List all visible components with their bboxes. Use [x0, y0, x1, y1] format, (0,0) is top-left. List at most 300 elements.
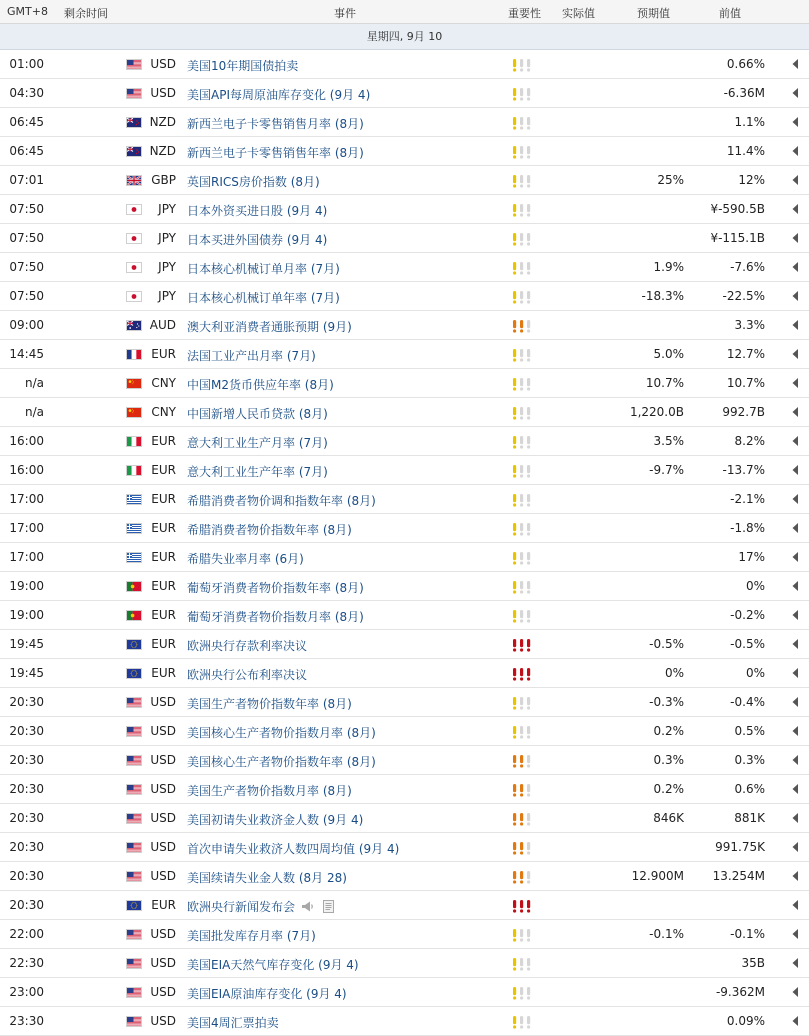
event-time: 19:00 — [9, 579, 44, 593]
currency-code: EUR — [151, 550, 176, 564]
event-link[interactable]: 意大利工业生产年率 (7月) — [187, 465, 328, 479]
previous-value: -2.1% — [730, 492, 765, 506]
flag-gb-icon — [126, 175, 142, 186]
previous-value: 0.6% — [734, 782, 765, 796]
event-link[interactable]: 日本买进外国债券 (9月 4) — [187, 233, 328, 247]
currency-code: EUR — [151, 579, 176, 593]
flag-au-icon — [126, 320, 142, 331]
expand-arrow-icon[interactable] — [791, 609, 799, 621]
event-row[interactable] — [0, 340, 809, 369]
importance-bull-icon — [511, 986, 535, 1000]
event-link[interactable]: 美国核心生产者物价指数年率 (8月) — [187, 755, 376, 769]
event-time: 22:00 — [9, 927, 44, 941]
forecast-value: -0.1% — [649, 927, 684, 941]
event-link[interactable]: 美国EIA原油库存变化 (9月 4) — [187, 987, 347, 1001]
currency-code: USD — [150, 86, 176, 100]
event-time: 16:00 — [9, 434, 44, 448]
event-link[interactable]: 意大利工业生产月率 (7月) — [187, 436, 328, 450]
event-link[interactable]: 希腊失业率月率 (6月) — [187, 552, 304, 566]
previous-value: -7.6% — [730, 260, 765, 274]
forecast-value: -0.3% — [649, 695, 684, 709]
flag-jp-icon — [126, 262, 142, 273]
event-time: 17:00 — [9, 550, 44, 564]
event-row[interactable] — [0, 891, 809, 920]
currency-code: USD — [150, 1014, 176, 1028]
expand-arrow-icon[interactable] — [791, 754, 799, 766]
event-time: n/a — [24, 405, 44, 419]
event-row[interactable] — [0, 108, 809, 137]
event-link[interactable]: 欧洲央行新闻发布会 — [187, 898, 335, 916]
importance-bull-icon — [511, 1015, 535, 1029]
event-time: 20:30 — [9, 811, 44, 825]
importance-bull-icon — [511, 928, 535, 942]
importance-bull-icon — [511, 87, 535, 101]
currency-code: NZD — [149, 115, 176, 129]
event-link[interactable]: 美国4周汇票拍卖 — [187, 1016, 279, 1030]
event-time: 20:30 — [9, 695, 44, 709]
event-row[interactable] — [0, 1007, 809, 1036]
event-row[interactable] — [0, 137, 809, 166]
event-link[interactable]: 日本核心机械订单月率 (7月) — [187, 262, 340, 276]
currency-code: EUR — [151, 637, 176, 651]
expand-arrow-icon[interactable] — [791, 667, 799, 679]
currency-code: AUD — [149, 318, 176, 332]
event-link[interactable]: 英国RICS房价指数 (8月) — [187, 175, 320, 189]
event-row[interactable] — [0, 920, 809, 949]
event-link[interactable]: 首次申请失业救济人数四周均值 (9月 4) — [187, 842, 400, 856]
previous-value: 12% — [738, 173, 765, 187]
expand-arrow-icon[interactable] — [791, 522, 799, 534]
flag-us-icon — [126, 813, 142, 824]
importance-bull-icon — [511, 812, 535, 826]
expand-arrow-icon[interactable] — [791, 319, 799, 331]
flag-us-icon — [126, 784, 142, 795]
event-time: 17:00 — [9, 521, 44, 535]
importance-bull-icon — [511, 261, 535, 275]
flag-us-icon — [126, 697, 142, 708]
expand-arrow-icon[interactable] — [791, 812, 799, 824]
currency-code: EUR — [151, 608, 176, 622]
importance-bull-icon — [511, 841, 535, 855]
event-link[interactable]: 法国工业产出月率 (7月) — [187, 349, 316, 363]
event-row[interactable] — [0, 485, 809, 514]
event-row[interactable] — [0, 398, 809, 427]
importance-header: 重要性 — [508, 7, 541, 20]
event-row[interactable] — [0, 50, 809, 79]
expand-arrow-icon[interactable] — [791, 58, 799, 70]
previous-value: -9.362M — [715, 985, 765, 999]
previous-value: 992.7B — [722, 405, 765, 419]
event-link[interactable]: 美国核心生产者物价指数月率 (8月) — [187, 726, 376, 740]
event-link[interactable]: 美国生产者物价指数月率 (8月) — [187, 784, 352, 798]
event-time: 19:45 — [9, 666, 44, 680]
expand-arrow-icon[interactable] — [791, 841, 799, 853]
event-time: 20:30 — [9, 840, 44, 854]
previous-value: 17% — [738, 550, 765, 564]
importance-bull-icon — [511, 348, 535, 362]
event-row[interactable] — [0, 543, 809, 572]
importance-bull-icon — [511, 899, 535, 913]
previous-value: ¥-115.1B — [710, 231, 765, 245]
forecast-value: 10.7% — [645, 376, 684, 390]
event-time: 07:01 — [9, 173, 44, 187]
event-time: 07:50 — [9, 260, 44, 274]
importance-bull-icon — [511, 435, 535, 449]
importance-bull-icon — [511, 406, 535, 420]
importance-bull-icon — [511, 174, 535, 188]
expand-arrow-icon[interactable] — [791, 261, 799, 273]
currency-code: JPY — [158, 289, 176, 303]
forecast-value: 1,220.0B — [629, 405, 684, 419]
flag-nz-icon — [126, 117, 142, 128]
table-header — [0, 0, 809, 24]
remaining-time-header: 剩余时间 — [64, 7, 108, 20]
expand-arrow-icon[interactable] — [791, 435, 799, 447]
previous-value: 0.09% — [726, 1014, 765, 1028]
importance-bull-icon — [511, 522, 535, 536]
currency-code: EUR — [151, 492, 176, 506]
event-time: 16:00 — [9, 463, 44, 477]
flag-us-icon — [126, 987, 142, 998]
expand-arrow-icon[interactable] — [791, 1015, 799, 1027]
event-time: 07:50 — [9, 202, 44, 216]
flag-us-icon — [126, 929, 142, 940]
expand-arrow-icon[interactable] — [791, 870, 799, 882]
previous-value: 10.7% — [726, 376, 765, 390]
forecast-header: 预期值 — [637, 7, 670, 20]
currency-code: EUR — [151, 521, 176, 535]
flag-gr-icon — [126, 494, 142, 505]
event-row[interactable] — [0, 572, 809, 601]
speaker-icon[interactable] — [301, 900, 316, 916]
importance-bull-icon — [511, 638, 535, 652]
flag-jp-icon — [126, 291, 142, 302]
previous-value: -22.5% — [722, 289, 765, 303]
flag-us-icon — [126, 726, 142, 737]
event-time: 23:30 — [9, 1014, 44, 1028]
currency-code: USD — [150, 869, 176, 883]
event-row[interactable] — [0, 195, 809, 224]
flag-eu-icon — [126, 900, 142, 911]
previous-value: 0.3% — [734, 753, 765, 767]
event-row[interactable] — [0, 427, 809, 456]
currency-code: CNY — [151, 376, 176, 390]
forecast-value: 0.2% — [653, 724, 684, 738]
importance-bull-icon — [511, 725, 535, 739]
flag-it-icon — [126, 465, 142, 476]
event-link[interactable]: 新西兰电子卡零售销售年率 (8月) — [187, 146, 364, 160]
previous-value: 0.66% — [726, 57, 765, 71]
currency-code: EUR — [151, 666, 176, 680]
event-time: 17:00 — [9, 492, 44, 506]
flag-gr-icon — [126, 523, 142, 534]
event-row[interactable] — [0, 369, 809, 398]
actual-header: 实际值 — [562, 7, 595, 20]
currency-code: USD — [150, 927, 176, 941]
event-row[interactable] — [0, 224, 809, 253]
previous-value: ¥-590.5B — [710, 202, 765, 216]
flag-us-icon — [126, 1016, 142, 1027]
previous-value: 35B — [741, 956, 765, 970]
event-link[interactable]: 美国API每周原油库存变化 (9月 4) — [187, 88, 371, 102]
event-row[interactable] — [0, 311, 809, 340]
previous-value: 881K — [734, 811, 765, 825]
expand-arrow-icon[interactable] — [791, 290, 799, 302]
importance-bull-icon — [511, 580, 535, 594]
flag-us-icon — [126, 59, 142, 70]
expand-arrow-icon[interactable] — [791, 145, 799, 157]
expand-arrow-icon[interactable] — [791, 783, 799, 795]
event-link[interactable]: 日本外资买进日股 (9月 4) — [187, 204, 328, 218]
previous-value: 991.75K — [715, 840, 765, 854]
importance-bull-icon — [511, 667, 535, 681]
event-link[interactable]: 美国10年期国债拍卖 — [187, 59, 299, 73]
document-icon[interactable] — [322, 900, 335, 916]
event-list — [0, 50, 809, 1036]
expand-arrow-icon[interactable] — [791, 406, 799, 418]
flag-jp-icon — [126, 233, 142, 244]
currency-code: USD — [150, 811, 176, 825]
previous-value: 0% — [745, 579, 765, 593]
event-row[interactable] — [0, 862, 809, 891]
event-row[interactable] — [0, 775, 809, 804]
event-time: 19:45 — [9, 637, 44, 651]
importance-bull-icon — [511, 319, 535, 333]
event-link[interactable]: 美国续请失业金人数 (8月 28) — [187, 871, 347, 885]
expand-arrow-icon[interactable] — [791, 232, 799, 244]
event-time: 14:45 — [9, 347, 44, 361]
previous-value: 11.4% — [726, 144, 765, 158]
forecast-value: 0.3% — [653, 753, 684, 767]
flag-gr-icon — [126, 552, 142, 563]
event-row[interactable] — [0, 659, 809, 688]
currency-code: GBP — [151, 173, 176, 187]
event-time: 22:30 — [9, 956, 44, 970]
event-header: 事件 — [334, 7, 356, 20]
importance-bull-icon — [511, 290, 535, 304]
forecast-value: -0.5% — [649, 637, 684, 651]
previous-value: 3.3% — [734, 318, 765, 332]
previous-value: 0% — [745, 666, 765, 680]
flag-us-icon — [126, 755, 142, 766]
previous-value: 1.1% — [734, 115, 765, 129]
expand-arrow-icon[interactable] — [791, 580, 799, 592]
importance-bull-icon — [511, 493, 535, 507]
currency-code: JPY — [158, 231, 176, 245]
previous-value: -0.5% — [730, 637, 765, 651]
previous-value: 8.2% — [734, 434, 765, 448]
flag-us-icon — [126, 842, 142, 853]
flag-us-icon — [126, 871, 142, 882]
forecast-value: 5.0% — [653, 347, 684, 361]
expand-arrow-icon[interactable] — [791, 116, 799, 128]
event-time: 20:30 — [9, 753, 44, 767]
event-row[interactable] — [0, 514, 809, 543]
importance-bull-icon — [511, 957, 535, 971]
event-row[interactable] — [0, 282, 809, 311]
importance-bull-icon — [511, 551, 535, 565]
timezone-header[interactable]: GMT+8 — [7, 5, 48, 18]
currency-code: USD — [150, 753, 176, 767]
importance-bull-icon — [511, 783, 535, 797]
previous-value: -0.1% — [730, 927, 765, 941]
importance-bull-icon — [511, 696, 535, 710]
currency-code: JPY — [158, 260, 176, 274]
event-time: 20:30 — [9, 869, 44, 883]
event-row[interactable] — [0, 804, 809, 833]
expand-arrow-icon[interactable] — [791, 899, 799, 911]
expand-arrow-icon[interactable] — [791, 87, 799, 99]
event-link[interactable]: 中国新增人民币贷款 (8月) — [187, 407, 328, 421]
expand-arrow-icon[interactable] — [791, 986, 799, 998]
importance-bull-icon — [511, 609, 535, 623]
event-time: n/a — [24, 376, 44, 390]
importance-bull-icon — [511, 377, 535, 391]
event-time: 20:30 — [9, 724, 44, 738]
currency-code: USD — [150, 57, 176, 71]
flag-us-icon — [126, 958, 142, 969]
importance-bull-icon — [511, 464, 535, 478]
flag-it-icon — [126, 436, 142, 447]
event-time: 01:00 — [9, 57, 44, 71]
flag-eu-icon — [126, 668, 142, 679]
previous-value: 13.254M — [712, 869, 765, 883]
event-time: 04:30 — [9, 86, 44, 100]
previous-value: -0.4% — [730, 695, 765, 709]
flag-pt-icon — [126, 610, 142, 621]
expand-arrow-icon[interactable] — [791, 348, 799, 360]
expand-arrow-icon[interactable] — [791, 377, 799, 389]
flag-us-icon — [126, 88, 142, 99]
flag-pt-icon — [126, 581, 142, 592]
currency-code: EUR — [151, 898, 176, 912]
forecast-value: 0% — [664, 666, 684, 680]
expand-arrow-icon[interactable] — [791, 696, 799, 708]
flag-jp-icon — [126, 204, 142, 215]
day-separator: 星期四, 9月 10 — [0, 24, 809, 50]
event-row[interactable] — [0, 688, 809, 717]
forecast-value: 12.900M — [631, 869, 684, 883]
previous-value: -13.7% — [722, 463, 765, 477]
event-link[interactable]: 欧洲央行存款利率决议 — [187, 639, 308, 653]
flag-cn-icon — [126, 407, 142, 418]
flag-fr-icon — [126, 349, 142, 360]
event-row[interactable] — [0, 746, 809, 775]
forecast-value: -9.7% — [649, 463, 684, 477]
event-row[interactable] — [0, 166, 809, 195]
event-time: 20:30 — [9, 898, 44, 912]
currency-code: USD — [150, 782, 176, 796]
previous-value: -0.2% — [730, 608, 765, 622]
expand-arrow-icon[interactable] — [791, 551, 799, 563]
importance-bull-icon — [511, 58, 535, 72]
event-link[interactable]: 美国生产者物价指数年率 (8月) — [187, 697, 352, 711]
event-time: 06:45 — [9, 115, 44, 129]
event-time: 07:50 — [9, 231, 44, 245]
event-time: 07:50 — [9, 289, 44, 303]
currency-code: EUR — [151, 463, 176, 477]
event-link[interactable]: 新西兰电子卡零售销售月率 (8月) — [187, 117, 364, 131]
event-row[interactable] — [0, 456, 809, 485]
flag-nz-icon — [126, 146, 142, 157]
forecast-value: 1.9% — [653, 260, 684, 274]
flag-cn-icon — [126, 378, 142, 389]
importance-bull-icon — [511, 754, 535, 768]
forecast-value: 846K — [653, 811, 684, 825]
event-link[interactable]: 美国EIA天然气库存变化 (9月 4) — [187, 958, 359, 972]
expand-arrow-icon[interactable] — [791, 725, 799, 737]
currency-code: USD — [150, 695, 176, 709]
event-row[interactable] — [0, 833, 809, 862]
currency-code: USD — [150, 840, 176, 854]
event-time: 19:00 — [9, 608, 44, 622]
expand-arrow-icon[interactable] — [791, 203, 799, 215]
event-link[interactable]: 欧洲央行公布利率决议 — [187, 668, 308, 682]
event-time: 23:00 — [9, 985, 44, 999]
importance-bull-icon — [511, 203, 535, 217]
event-link[interactable]: 美国批发库存月率 (7月) — [187, 929, 316, 943]
event-link[interactable]: 澳大利亚消费者通胀预期 (9月) — [187, 320, 352, 334]
expand-arrow-icon[interactable] — [791, 957, 799, 969]
currency-code: USD — [150, 724, 176, 738]
forecast-value: 0.2% — [653, 782, 684, 796]
flag-eu-icon — [126, 639, 142, 650]
previous-value: -1.8% — [730, 521, 765, 535]
currency-code: JPY — [158, 202, 176, 216]
previous-header: 前值 — [719, 7, 741, 20]
event-time: 09:00 — [9, 318, 44, 332]
event-link[interactable]: 希腊消费者物价调和指数年率 (8月) — [187, 494, 376, 508]
expand-arrow-icon[interactable] — [791, 464, 799, 476]
event-link[interactable]: 中国M2货币供应年率 (8月) — [187, 378, 334, 392]
event-link[interactable]: 希腊消费者物价指数年率 (8月) — [187, 523, 352, 537]
expand-arrow-icon[interactable] — [791, 493, 799, 505]
expand-arrow-icon[interactable] — [791, 174, 799, 186]
currency-code: CNY — [151, 405, 176, 419]
currency-code: EUR — [151, 347, 176, 361]
importance-bull-icon — [511, 870, 535, 884]
currency-code: USD — [150, 985, 176, 999]
currency-code: NZD — [149, 144, 176, 158]
currency-code: EUR — [151, 434, 176, 448]
currency-code: USD — [150, 956, 176, 970]
event-row[interactable] — [0, 949, 809, 978]
event-row[interactable] — [0, 630, 809, 659]
event-link[interactable]: 葡萄牙消费者物价指数月率 (8月) — [187, 610, 364, 624]
importance-bull-icon — [511, 232, 535, 246]
importance-bull-icon — [511, 116, 535, 130]
importance-bull-icon — [511, 145, 535, 159]
forecast-value: 25% — [657, 173, 684, 187]
event-row[interactable] — [0, 978, 809, 1007]
event-link[interactable]: 美国初请失业救济金人数 (9月 4) — [187, 813, 364, 827]
event-time: 20:30 — [9, 782, 44, 796]
previous-value: 12.7% — [726, 347, 765, 361]
forecast-value: 3.5% — [653, 434, 684, 448]
expand-arrow-icon[interactable] — [791, 928, 799, 940]
event-row[interactable] — [0, 717, 809, 746]
event-row[interactable] — [0, 79, 809, 108]
previous-value: -6.36M — [723, 86, 765, 100]
event-row[interactable] — [0, 601, 809, 630]
event-time: 06:45 — [9, 144, 44, 158]
event-row[interactable] — [0, 253, 809, 282]
expand-arrow-icon[interactable] — [791, 638, 799, 650]
event-link[interactable]: 日本核心机械订单年率 (7月) — [187, 291, 340, 305]
event-link[interactable]: 葡萄牙消费者物价指数年率 (8月) — [187, 581, 364, 595]
previous-value: 0.5% — [734, 724, 765, 738]
forecast-value: -18.3% — [641, 289, 684, 303]
